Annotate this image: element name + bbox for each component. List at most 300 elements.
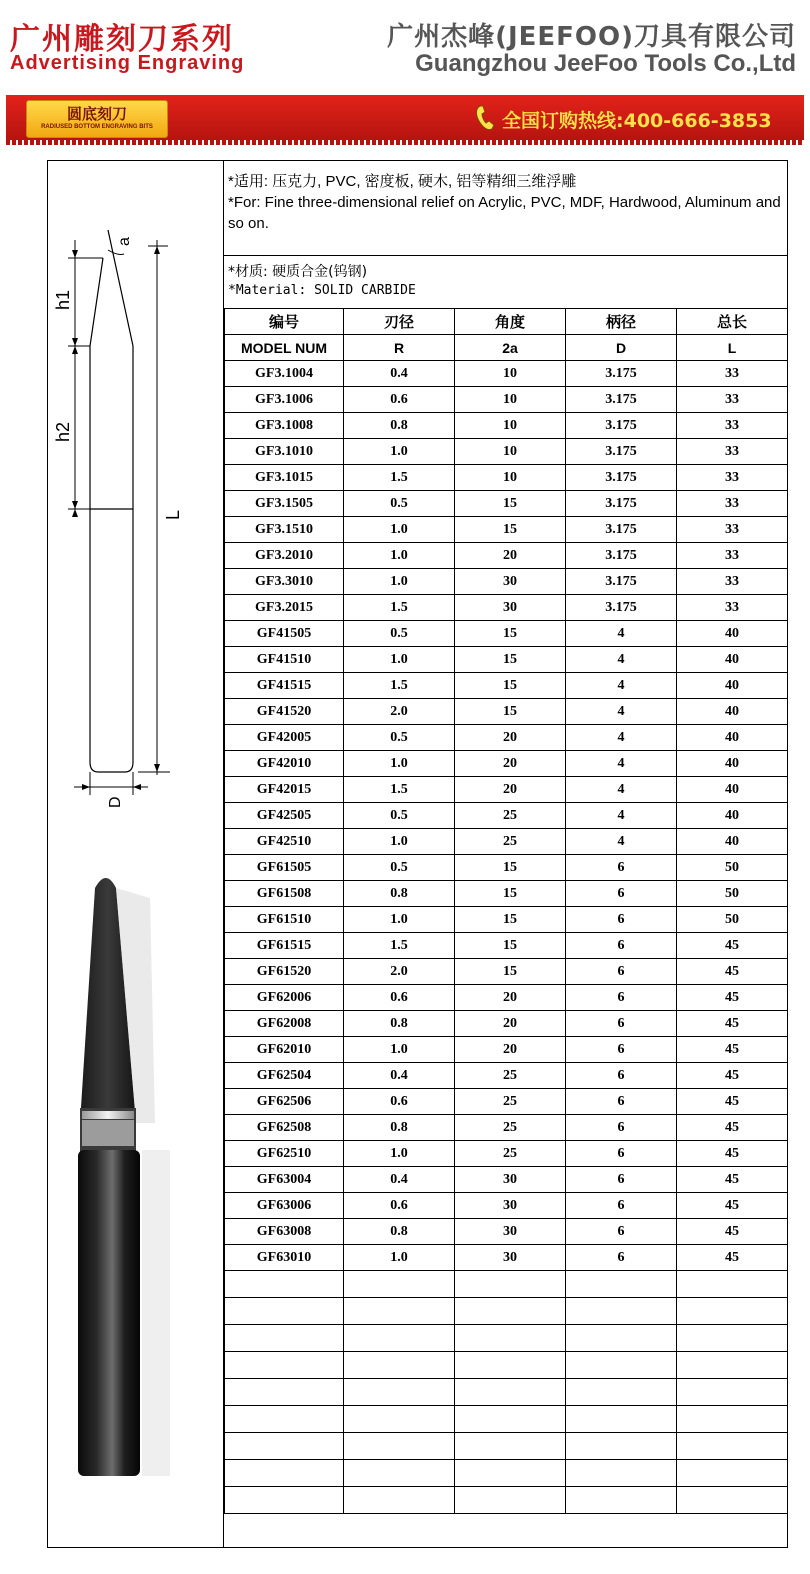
- table-cell: [455, 1271, 566, 1298]
- table-cell: 30: [455, 569, 566, 595]
- table-cell: [566, 1325, 677, 1352]
- table-row: [225, 777, 788, 803]
- table-row: [225, 1167, 788, 1193]
- table-cell: 编号: [225, 309, 344, 335]
- table-row: [225, 595, 788, 621]
- table-header-cn: [225, 309, 788, 335]
- table-cell: 4: [566, 621, 677, 647]
- table-row-empty: [225, 1433, 788, 1460]
- table-cell: 40: [677, 699, 788, 725]
- table-cell: 3.175: [566, 413, 677, 439]
- table-cell: 0.6: [344, 1089, 455, 1115]
- table-cell: 刃径: [344, 309, 455, 335]
- table-cell: 4: [566, 647, 677, 673]
- material-block: [224, 256, 787, 308]
- table-cell: GF62008: [225, 1011, 344, 1037]
- spec-table: [224, 308, 788, 1514]
- table-cell: [344, 1487, 455, 1514]
- table-cell: 40: [677, 777, 788, 803]
- table-cell: 15: [455, 491, 566, 517]
- table-cell: [566, 1379, 677, 1406]
- angle-label: a: [116, 237, 133, 246]
- table-row-empty: [225, 1271, 788, 1298]
- table-cell: 1.0: [344, 907, 455, 933]
- table-row: [225, 1089, 788, 1115]
- table-cell: [566, 1460, 677, 1487]
- table-cell: 25: [455, 829, 566, 855]
- table-cell: [344, 1325, 455, 1352]
- table-cell: 2.0: [344, 959, 455, 985]
- phone-icon: [474, 104, 496, 132]
- table-cell: GF62010: [225, 1037, 344, 1063]
- table-cell: 10: [455, 439, 566, 465]
- table-cell: 10: [455, 413, 566, 439]
- table-row: [225, 517, 788, 543]
- table-cell: [225, 1433, 344, 1460]
- table-cell: [455, 1460, 566, 1487]
- table-cell: [455, 1433, 566, 1460]
- table-cell: [566, 1352, 677, 1379]
- table-row: [225, 673, 788, 699]
- table-cell: MODEL NUM: [225, 335, 344, 361]
- table-cell: 0.4: [344, 361, 455, 387]
- application-description: [224, 161, 787, 256]
- table-cell: 40: [677, 829, 788, 855]
- table-row: [225, 1063, 788, 1089]
- table-cell: GF42005: [225, 725, 344, 751]
- table-cell: 33: [677, 595, 788, 621]
- table-cell: 6: [566, 1167, 677, 1193]
- series-title-en: Advertising Engraving: [10, 52, 245, 74]
- table-cell: 1.0: [344, 751, 455, 777]
- table-cell: 20: [455, 751, 566, 777]
- table-cell: [225, 1379, 344, 1406]
- table-cell: 45: [677, 1115, 788, 1141]
- table-row: [225, 1115, 788, 1141]
- table-cell: 33: [677, 569, 788, 595]
- table-cell: GF42505: [225, 803, 344, 829]
- table-cell: [566, 1271, 677, 1298]
- table-row: [225, 1141, 788, 1167]
- table-cell: 4: [566, 829, 677, 855]
- table-cell: GF62508: [225, 1115, 344, 1141]
- table-header-en: [225, 335, 788, 361]
- table-cell: GF3.1006: [225, 387, 344, 413]
- table-row: [225, 543, 788, 569]
- table-cell: [225, 1271, 344, 1298]
- table-cell: 40: [677, 751, 788, 777]
- application-en: *For: Fine three-dimensional relief on Acrylic, PVC, MDF, Hardwood, Aluminum and so on.: [228, 194, 781, 232]
- table-cell: 45: [677, 1193, 788, 1219]
- table-cell: 0.5: [344, 491, 455, 517]
- table-row: [225, 439, 788, 465]
- table-cell: [455, 1352, 566, 1379]
- table-cell: 25: [455, 803, 566, 829]
- table-cell: 40: [677, 725, 788, 751]
- table-cell: 25: [455, 1063, 566, 1089]
- table-cell: 50: [677, 855, 788, 881]
- table-cell: 6: [566, 1115, 677, 1141]
- table-cell: [455, 1298, 566, 1325]
- table-cell: 0.6: [344, 985, 455, 1011]
- table-cell: GF62510: [225, 1141, 344, 1167]
- table-cell: [677, 1460, 788, 1487]
- table-cell: [225, 1325, 344, 1352]
- table-cell: GF61515: [225, 933, 344, 959]
- table-cell: L: [677, 335, 788, 361]
- table-cell: 30: [455, 1219, 566, 1245]
- table-cell: 1.0: [344, 647, 455, 673]
- table-cell: GF42010: [225, 751, 344, 777]
- table-row-empty: [225, 1325, 788, 1352]
- table-cell: 45: [677, 933, 788, 959]
- table-cell: 45: [677, 959, 788, 985]
- table-cell: GF3.1015: [225, 465, 344, 491]
- table-cell: 45: [677, 1011, 788, 1037]
- table-cell: [344, 1460, 455, 1487]
- table-cell: 6: [566, 959, 677, 985]
- table-cell: GF3.1004: [225, 361, 344, 387]
- table-cell: 0.5: [344, 621, 455, 647]
- table-cell: 0.8: [344, 1115, 455, 1141]
- table-cell: 4: [566, 673, 677, 699]
- table-cell: 0.6: [344, 1193, 455, 1219]
- table-cell: 15: [455, 881, 566, 907]
- table-cell: [225, 1487, 344, 1514]
- table-cell: 1.0: [344, 1037, 455, 1063]
- table-cell: [225, 1298, 344, 1325]
- table-cell: GF41515: [225, 673, 344, 699]
- table-cell: 30: [455, 1245, 566, 1271]
- table-row: [225, 829, 788, 855]
- table-cell: 15: [455, 517, 566, 543]
- table-row: [225, 699, 788, 725]
- table-cell: GF61505: [225, 855, 344, 881]
- table-cell: 总长: [677, 309, 788, 335]
- table-cell: 1.0: [344, 1141, 455, 1167]
- table-cell: [677, 1406, 788, 1433]
- table-cell: 15: [455, 959, 566, 985]
- table-cell: 0.4: [344, 1063, 455, 1089]
- table-cell: [455, 1325, 566, 1352]
- table-cell: 0.8: [344, 1219, 455, 1245]
- table-cell: 45: [677, 1219, 788, 1245]
- table-cell: 2a: [455, 335, 566, 361]
- table-row: [225, 1245, 788, 1271]
- table-cell: 40: [677, 673, 788, 699]
- product-badge: [26, 100, 168, 138]
- table-cell: 40: [677, 621, 788, 647]
- table-cell: GF3.2015: [225, 595, 344, 621]
- table-cell: GF63006: [225, 1193, 344, 1219]
- table-row-empty: [225, 1460, 788, 1487]
- h1-label: h1: [53, 289, 73, 310]
- table-cell: [344, 1298, 455, 1325]
- table-row: [225, 361, 788, 387]
- table-cell: 0.8: [344, 881, 455, 907]
- table-cell: 1.5: [344, 673, 455, 699]
- table-cell: [566, 1406, 677, 1433]
- table-cell: 1.0: [344, 829, 455, 855]
- hotline-text: 全国订购热线:400-666-3853: [502, 110, 772, 132]
- table-row: [225, 803, 788, 829]
- table-cell: 6: [566, 1193, 677, 1219]
- table-cell: 45: [677, 1037, 788, 1063]
- table-cell: [225, 1460, 344, 1487]
- table-cell: R: [344, 335, 455, 361]
- company-name-cn: 广州杰峰(JEEFOO)刀具有限公司: [387, 22, 796, 52]
- table-cell: [344, 1379, 455, 1406]
- table-cell: 33: [677, 387, 788, 413]
- badge-title-en: RADIUSED BOTTOM ENGRAVING BITS: [41, 124, 153, 130]
- table-cell: 3.175: [566, 465, 677, 491]
- table-cell: [677, 1325, 788, 1352]
- table-cell: 10: [455, 465, 566, 491]
- table-row-empty: [225, 1487, 788, 1514]
- table-cell: 0.6: [344, 387, 455, 413]
- banner-edge-decoration: [6, 140, 804, 145]
- table-cell: GF63008: [225, 1219, 344, 1245]
- table-cell: 3.175: [566, 491, 677, 517]
- table-cell: [566, 1487, 677, 1514]
- table-cell: 6: [566, 1037, 677, 1063]
- table-cell: 6: [566, 933, 677, 959]
- table-cell: 15: [455, 855, 566, 881]
- table-cell: GF63004: [225, 1167, 344, 1193]
- table-cell: 40: [677, 803, 788, 829]
- table-cell: GF61520: [225, 959, 344, 985]
- table-cell: 1.5: [344, 465, 455, 491]
- table-cell: 50: [677, 881, 788, 907]
- table-cell: [455, 1406, 566, 1433]
- table-cell: 33: [677, 543, 788, 569]
- table-cell: [566, 1433, 677, 1460]
- table-cell: 45: [677, 1245, 788, 1271]
- table-cell: 45: [677, 1141, 788, 1167]
- table-cell: 20: [455, 543, 566, 569]
- table-cell: 1.0: [344, 543, 455, 569]
- table-row: [225, 985, 788, 1011]
- table-cell: 33: [677, 413, 788, 439]
- table-row: [225, 647, 788, 673]
- table-cell: 45: [677, 985, 788, 1011]
- table-cell: GF3.1505: [225, 491, 344, 517]
- table-cell: [344, 1433, 455, 1460]
- table-row: [225, 569, 788, 595]
- application-cn: *适用: 压克力, PVC, 密度板, 硬木, 铝等精细三维浮雕: [228, 173, 577, 190]
- table-cell: 10: [455, 361, 566, 387]
- table-cell: 25: [455, 1089, 566, 1115]
- table-row: [225, 465, 788, 491]
- table-row: [225, 491, 788, 517]
- table-cell: 10: [455, 387, 566, 413]
- table-cell: 0.8: [344, 413, 455, 439]
- table-cell: 6: [566, 1063, 677, 1089]
- table-cell: 1.0: [344, 439, 455, 465]
- table-cell: 3.175: [566, 439, 677, 465]
- table-cell: [344, 1352, 455, 1379]
- table-cell: 4: [566, 725, 677, 751]
- table-cell: 1.0: [344, 569, 455, 595]
- table-cell: 1.5: [344, 933, 455, 959]
- table-row: [225, 1037, 788, 1063]
- table-row: [225, 387, 788, 413]
- table-cell: [455, 1379, 566, 1406]
- table-cell: [677, 1271, 788, 1298]
- table-row: [225, 933, 788, 959]
- table-cell: 0.5: [344, 803, 455, 829]
- table-cell: 6: [566, 1011, 677, 1037]
- table-cell: [677, 1298, 788, 1325]
- table-cell: [225, 1406, 344, 1433]
- table-cell: 6: [566, 1089, 677, 1115]
- table-row: [225, 725, 788, 751]
- table-cell: 15: [455, 907, 566, 933]
- table-cell: 20: [455, 777, 566, 803]
- table-cell: 15: [455, 699, 566, 725]
- table-row: [225, 413, 788, 439]
- table-row: [225, 1011, 788, 1037]
- table-cell: 0.8: [344, 1011, 455, 1037]
- table-cell: GF3.2010: [225, 543, 344, 569]
- table-cell: 25: [455, 1141, 566, 1167]
- table-row: [225, 751, 788, 777]
- table-cell: 3.175: [566, 569, 677, 595]
- table-cell: 20: [455, 985, 566, 1011]
- table-cell: 25: [455, 1115, 566, 1141]
- table-cell: 3.175: [566, 387, 677, 413]
- table-cell: 0.5: [344, 725, 455, 751]
- table-cell: 15: [455, 933, 566, 959]
- table-row: [225, 1193, 788, 1219]
- table-cell: 6: [566, 855, 677, 881]
- table-cell: 45: [677, 1089, 788, 1115]
- table-cell: 15: [455, 673, 566, 699]
- table-cell: 6: [566, 907, 677, 933]
- table-cell: 33: [677, 439, 788, 465]
- table-row-empty: [225, 1379, 788, 1406]
- badge-title-cn: 圆底刻刀: [66, 105, 127, 123]
- table-cell: 45: [677, 1167, 788, 1193]
- table-cell: 4: [566, 751, 677, 777]
- table-cell: GF62506: [225, 1089, 344, 1115]
- table-cell: 15: [455, 647, 566, 673]
- table-cell: 45: [677, 1063, 788, 1089]
- table-cell: 6: [566, 1141, 677, 1167]
- table-cell: D: [566, 335, 677, 361]
- table-cell: GF61508: [225, 881, 344, 907]
- table-cell: [344, 1406, 455, 1433]
- table-cell: 1.5: [344, 595, 455, 621]
- table-cell: 30: [455, 1167, 566, 1193]
- table-cell: GF42510: [225, 829, 344, 855]
- company-name-en: Guangzhou JeeFoo Tools Co.,Ltd: [415, 50, 796, 77]
- table-cell: 33: [677, 491, 788, 517]
- table-cell: 0.5: [344, 855, 455, 881]
- h2-label: h2: [53, 421, 73, 442]
- length-label: L: [163, 509, 183, 520]
- table-row: [225, 621, 788, 647]
- table-cell: 2.0: [344, 699, 455, 725]
- table-cell: [225, 1352, 344, 1379]
- table-cell: 40: [677, 647, 788, 673]
- table-cell: 1.0: [344, 517, 455, 543]
- table-cell: 3.175: [566, 517, 677, 543]
- engraving-bit-photo: [70, 868, 180, 1480]
- table-cell: GF62504: [225, 1063, 344, 1089]
- table-cell: 3.175: [566, 595, 677, 621]
- table-cell: GF3.1510: [225, 517, 344, 543]
- table-row: [225, 959, 788, 985]
- table-cell: GF63010: [225, 1245, 344, 1271]
- table-row-empty: [225, 1406, 788, 1433]
- table-cell: 角度: [455, 309, 566, 335]
- table-cell: 6: [566, 985, 677, 1011]
- table-cell: 3.175: [566, 361, 677, 387]
- table-cell: 4: [566, 803, 677, 829]
- table-cell: GF41505: [225, 621, 344, 647]
- table-cell: 33: [677, 517, 788, 543]
- table-cell: GF3.1010: [225, 439, 344, 465]
- table-cell: [566, 1298, 677, 1325]
- table-cell: 20: [455, 1037, 566, 1063]
- table-cell: [677, 1379, 788, 1406]
- table-cell: GF61510: [225, 907, 344, 933]
- table-cell: GF41510: [225, 647, 344, 673]
- table-cell: GF42015: [225, 777, 344, 803]
- table-cell: 柄径: [566, 309, 677, 335]
- table-cell: [677, 1487, 788, 1514]
- table-cell: GF62006: [225, 985, 344, 1011]
- table-cell: [344, 1271, 455, 1298]
- table-row: [225, 907, 788, 933]
- table-cell: [677, 1352, 788, 1379]
- table-cell: 50: [677, 907, 788, 933]
- table-cell: 6: [566, 1245, 677, 1271]
- table-row: [225, 881, 788, 907]
- table-row: [225, 1219, 788, 1245]
- table-row-empty: [225, 1352, 788, 1379]
- table-cell: GF3.3010: [225, 569, 344, 595]
- table-cell: 1.5: [344, 777, 455, 803]
- table-cell: GF41520: [225, 699, 344, 725]
- table-cell: 0.4: [344, 1167, 455, 1193]
- material-en: *Material: SOLID CARBIDE: [228, 283, 416, 298]
- table-cell: 1.0: [344, 1245, 455, 1271]
- series-title-cn: 广州雕刻刀系列: [10, 22, 234, 57]
- table-row-empty: [225, 1298, 788, 1325]
- table-cell: 15: [455, 621, 566, 647]
- table-cell: 30: [455, 1193, 566, 1219]
- table-cell: 3.175: [566, 543, 677, 569]
- table-cell: 4: [566, 699, 677, 725]
- table-cell: 6: [566, 1219, 677, 1245]
- table-cell: [677, 1433, 788, 1460]
- diameter-label: D: [107, 796, 124, 808]
- table-cell: GF3.1008: [225, 413, 344, 439]
- table-cell: 6: [566, 881, 677, 907]
- table-cell: 33: [677, 465, 788, 491]
- table-cell: 33: [677, 361, 788, 387]
- table-cell: 20: [455, 725, 566, 751]
- table-row: [225, 855, 788, 881]
- table-cell: 20: [455, 1011, 566, 1037]
- material-cn: *材质: 硬质合金(钨钢): [228, 264, 368, 280]
- table-cell: 4: [566, 777, 677, 803]
- tool-dimension-drawing: [48, 210, 198, 810]
- table-cell: [455, 1487, 566, 1514]
- table-cell: 30: [455, 595, 566, 621]
